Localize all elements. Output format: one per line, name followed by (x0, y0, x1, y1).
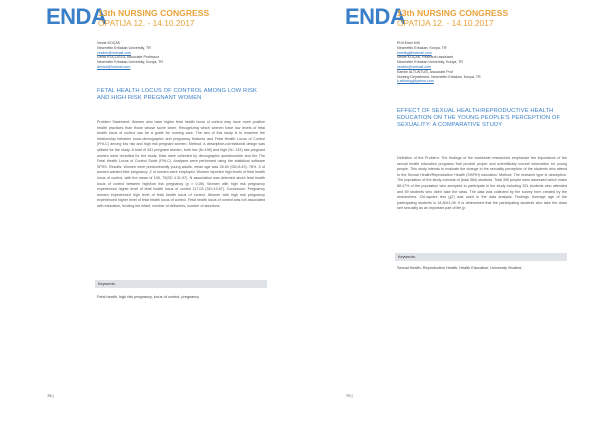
congress-title (98, 8, 209, 28)
abstract-body: Problem Statement: Women who have higher fetal health locus of control may have more positive health practices than those whose score lower. Recognizing which women have low levels of fetal health locus of control can be a guide for nursing care. The aim of this study is to examine the relationship between socio-demographic and pregnancy features and Fetal Health Locus of Control (FHLC) among low risk and high risk pregnant women. Method: A descriptive-correlational design was utilized for the study. A total of 331 pregnant women, both low (N=198) and high (N= 133) risk pregnant women were recruited for the study. Data were collected by demographic questionnaire and the The Fetal Health Locus of Control Scale (FHLC). Analyses were performed using the statistical software SPSS. Results: Women were predominantly young adults, mean age was 26.40 (SD=5.49). 78% ,3 of women wanted their pregnancy ,2 of women were employed. Women reported high levels of fetal health locus of control, with the mean of 108, 79(SD 4.31,97). N association was detected about fetal health locus of control between high/low risk pregnancy (p > 0,05). Women with high risk pregnancy experienced higher level of fetal health locus of control 117,03 (SD=10,87). Conclusion: Pregnancy women experienced high level of fetal health locus of control. Women with high risk pregnancy experienced higher level of fetal health locus of control. Fetal health locus of control was not associated with education, funding the infant, number of deliveries, number of abortions. (97, 120, 265, 208)
author-block (397, 41, 481, 84)
congress-title (397, 8, 508, 28)
page-number: 78 | (47, 393, 54, 398)
keywords-bar: Keywords: (95, 280, 267, 288)
abstract-title: EFFECT OF SEXUAL HEALTH/REPRODUCTIVE HEALTH EDUCATION ON THE YOUNG PEOPLE'S PERCEPTION OF SEXUALITY: A COMPARATIVE STUDY (397, 108, 561, 128)
author-line: Prof Emel Kilit (397, 41, 420, 45)
abstract-body: Definition of the Problem: The findings of the worldwide researches emphasize the importance of the sexual health education programs that provide proper and scientifically correct information for young people. This study intends to evaluate the change in the sexuality perception of the students who attend to the Sexual Health/Reproductive Health (SH/RH) education. Method: The research type is descriptive. The population of the study consists of (total 384) students. Total 390 people were assessed which make 88.47% of the population who accepted to participate in the study including 331 students who attended and 59 students who didn't take the class. The data was collected by the survey form created by the researchers. Chi-square test (χ2) was used in the data analysis. Findings: Average age of the participating students is 18,89±1,98. It is determined that the participating students who take the class see sexuality as an important part of life (p (397, 156, 567, 211)
congress-dates: OPATIJA 12. - 14.10.2017 (98, 18, 195, 28)
author-email[interactable]: emelkg@hotmail.com (397, 50, 432, 55)
author-line: Kamile ALTUNTUĞ, Associate Prof (397, 69, 453, 74)
author-line: Nursing Department, Necmettin Erbakan, Konya, TR (397, 74, 481, 79)
enda-logo: ENDA (345, 4, 406, 29)
author-line: Vesile KOÇAK (97, 41, 121, 45)
congress-dates: OPATIJA 12. - 14.10.2017 (397, 18, 494, 28)
author-line: Deniz KOÇOĞLU, Associate Professor (97, 55, 159, 60)
author-line: Necmettin Erbakan University, Konya, TR (97, 60, 163, 65)
author-email[interactable]: denizk@hotmail.com (97, 64, 131, 69)
author-email[interactable]: k.altuntug@yahoo.com (397, 79, 434, 84)
author-line: Necmettin Erbakan University, Konya, TR (397, 60, 463, 65)
author-line: Vesile KOÇAK, Research assistant (397, 55, 453, 60)
abstract-title: FETAL HEALTH LOCUS OF CONTROL AMONG LOW RISK AND HIGH RISK PREGNANT WOMEN (97, 88, 257, 101)
author-email[interactable]: vesilek@hotmail.com (397, 64, 432, 69)
right-page (300, 0, 600, 424)
author-email[interactable]: vesilek@hotmail.com (97, 50, 132, 55)
keywords-bar: Keywords: (395, 253, 567, 261)
congress-name: 13th NURSING CONGRESS (397, 8, 509, 18)
keywords-text: Fetal health, high risk pregnancy, locus of control, pregnancy (97, 295, 200, 299)
author-block (97, 41, 163, 70)
keywords-text: Sexual Health, Reproductive Health, Health Education, University Student, (397, 266, 523, 270)
author-line: Necmettin Erbakan University, TR (97, 45, 151, 50)
congress-name: 13th NURSING CONGRESS (98, 8, 210, 18)
author-line: Necmettin Erbakan, Konya, TR (397, 45, 447, 50)
enda-logo: ENDA (46, 4, 107, 29)
page-number: 79 | (346, 393, 353, 398)
